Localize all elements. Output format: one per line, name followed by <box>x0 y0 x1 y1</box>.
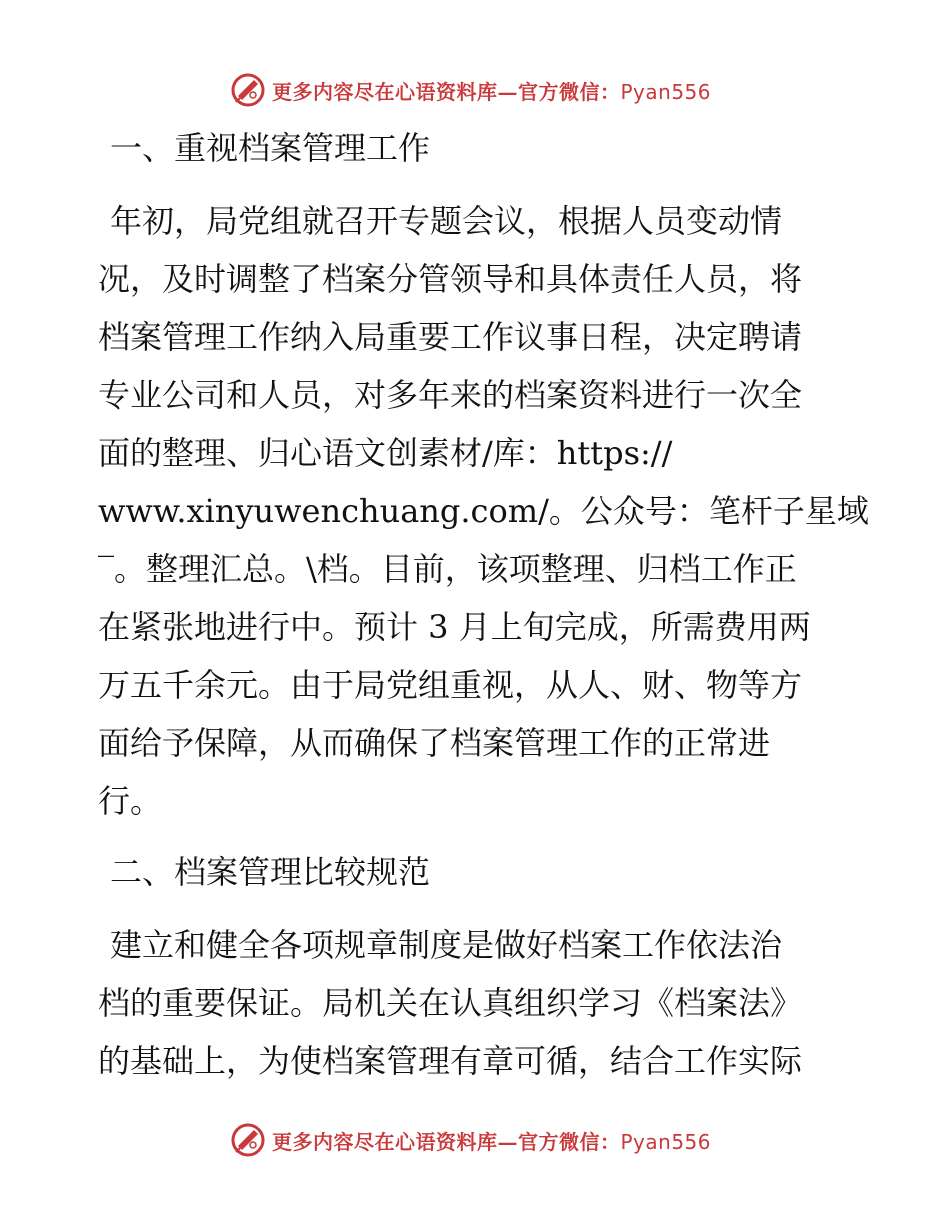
paragraph-line: 面给予保障，从而确保了档案管理工作的正常进 <box>98 724 771 762</box>
paragraph-line: 况，及时调整了档案分管领导和具体责任人员，将 <box>98 260 803 298</box>
brand-logo-icon <box>230 1122 266 1158</box>
header-watermark-banner <box>230 72 720 108</box>
paragraph-line: www.xinyuwenchuang.com/。公众号：笔杆子星域 <box>98 492 869 530</box>
paragraph-line: 档案管理工作纳入局重要工作议事日程，决定聘请 <box>98 318 803 356</box>
paragraph-line: 行。 <box>98 782 163 820</box>
paragraph-line: 建立和健全各项规章制度是做好档案工作依法治 <box>110 926 783 964</box>
brand-logo-icon <box>230 72 266 108</box>
banner-text: 更多内容尽在心语资料库—官方微信：Pyan556 <box>272 79 712 104</box>
paragraph-line: 的基础上，为使档案管理有章可循，结合工作实际 <box>98 1042 803 1080</box>
banner-text: 更多内容尽在心语资料库—官方微信：Pyan556 <box>272 1129 712 1154</box>
section-2-heading: 二、档案管理比较规范 <box>110 853 431 891</box>
paragraph-line: 在紧张地进行中。预计 3 月上旬完成，所需费用两 <box>98 608 811 646</box>
paragraph-line: 面的整理、归心语文创素材/库：https:// <box>98 434 673 472</box>
paragraph-line: 档的重要保证。局机关在认真组织学习《档案法》 <box>98 984 803 1022</box>
paragraph-line: ‾。整理汇总。\档。目前，该项整理、归档工作正 <box>98 550 797 588</box>
section-1-paragraph <box>98 192 869 830</box>
section-2-paragraph <box>98 916 858 1090</box>
document-body <box>98 122 869 1090</box>
section-1-heading: 一、重视档案管理工作 <box>110 129 431 167</box>
paragraph-line: 年初，局党组就召开专题会议，根据人员变动情 <box>110 202 783 240</box>
paragraph-line: 万五千余元。由于局党组重视，从人、财、物等方 <box>98 666 803 704</box>
footer-watermark-banner <box>230 1122 720 1158</box>
paragraph-line: 专业公司和人员，对多年来的档案资料进行一次全 <box>98 376 803 414</box>
